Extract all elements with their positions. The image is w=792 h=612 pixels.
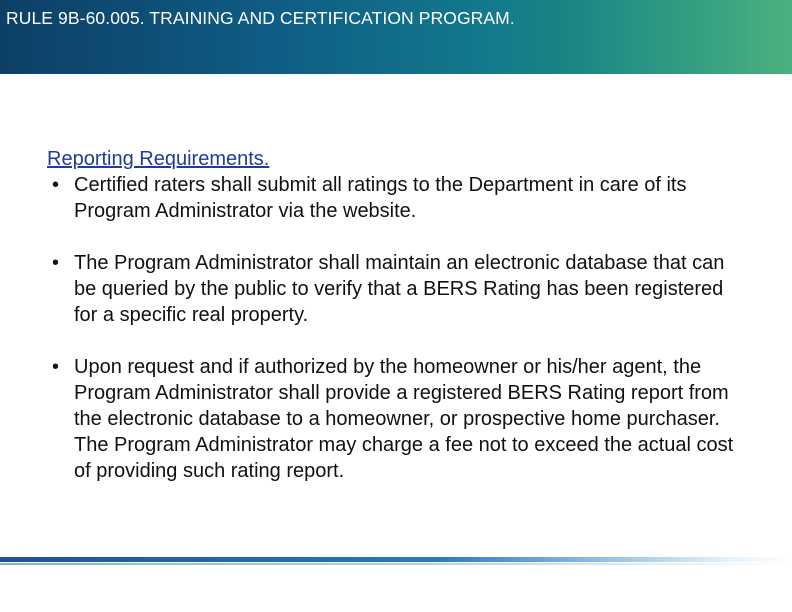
bullet-text: Certified raters shall submit all ratings to the Department in care of its Program Administrator via the website.: [74, 174, 687, 222]
bullet-item: [47, 250, 747, 328]
slide-body: [47, 146, 747, 484]
bullet-text: Upon request and if authorized by the homeowner or his/her agent, the Program Administrator shall provide a registered BERS Rating report from the electronic database to a homeowner, or prospective home purchaser. The Program Administrator may charge a fee not to exceed the actual cost of providing such rating report.: [74, 356, 734, 482]
slide-title: RULE 9B-60.005. TRAINING AND CERTIFICATION PROGRAM.: [6, 8, 515, 28]
section-heading: Reporting Requirements.: [47, 148, 270, 170]
bullet-text: The Program Administrator shall maintain an electronic database that can be queried by the public to verify that a BERS Rating has been registered for a specific real property.: [74, 252, 725, 326]
footer-divider: [0, 557, 792, 562]
footer-divider-thin: [0, 563, 792, 565]
slide-header: [0, 0, 792, 74]
bullet-icon: •: [52, 356, 60, 378]
bullet-item: [47, 172, 747, 224]
header-glow-decoration: [552, 0, 792, 74]
bullet-icon: •: [52, 252, 60, 274]
bullet-item: [47, 354, 747, 484]
bullet-icon: •: [52, 174, 60, 196]
